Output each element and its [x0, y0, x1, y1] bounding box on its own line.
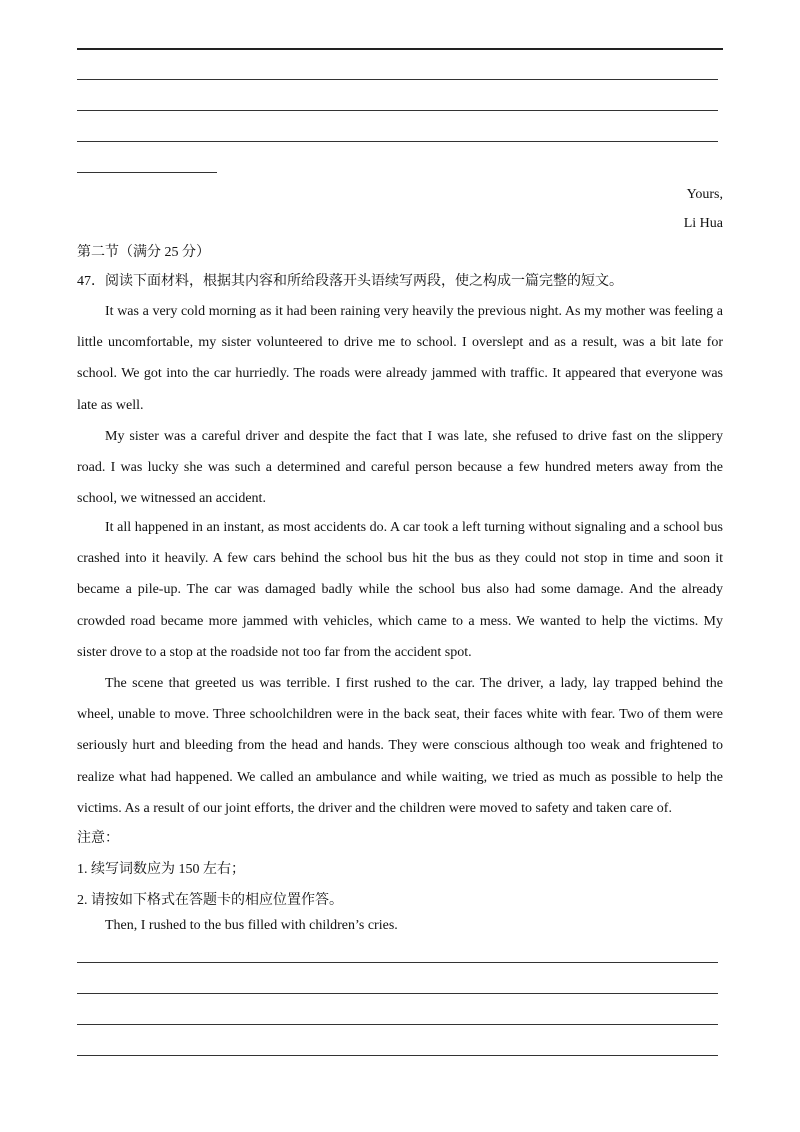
- writing-line: [77, 79, 718, 80]
- passage-paragraph: It all happened in an instant, as most accidents do. A car took a left turning without signaling and a school bus crashed into it heavily. A few cars behind the school bus hit the bus as they could not stop in time and soon it became a pile-up. The car was damaged badly while the school bus also had some damage. And the already crowded road became more jammed with vehicles, which came to a mess. We wanted to help the victims. My sister drove to a stop at the roadside not too far from the accident spot.: [77, 520, 723, 660]
- question-instruction: [77, 273, 623, 291]
- section-title: 第二节（满分 25 分）: [77, 245, 210, 260]
- writing-line: [77, 993, 718, 994]
- passage-paragraph: My sister was a careful driver and despite the fact that I was late, she refused to drive fast on the slippery road. I was lucky she was such a determined and careful person because a few hundred meters away from the school, we witnessed an accident.: [77, 429, 723, 507]
- writing-line-short: [77, 172, 217, 173]
- note-item: 1. 续写词数应为 150 左右；: [77, 862, 245, 877]
- writing-line: [77, 110, 718, 111]
- passage-paragraph: It was a very cold morning as it had been raining very heavily the previous night. As my mother was feeling a little uncomfortable, my sister volunteered to drive me to school. I overslept and as a result, was a bit late for school. We got into the car hurriedly. The roads were already jammed with traffic. It appeared that everyone was late as well.: [77, 304, 723, 413]
- writing-line: [77, 48, 723, 50]
- letter-closing: Yours,: [686, 187, 723, 202]
- writing-line: [77, 1055, 718, 1056]
- passage-paragraph: The scene that greeted us was terrible. I first rushed to the car. The driver, a lady, lay trapped behind the wheel, unable to move. Three schoolchildren were in the back seat, their faces white with fear. Two of them were seriously hurt and bleeding from the head and hands. They were conscious although too weak and frightened to realize what had happened. We called an ambulance and while waiting, we tried as much as possible to help the victims. As a result of our joint efforts, the driver and the children were moved to safety and taken care of.: [77, 676, 723, 816]
- instruction-text: 阅读下面材料，根据其内容和所给段落开头语续写两段，使之构成一篇完整的短文。: [105, 274, 623, 289]
- continuation-opening: Then, I rushed to the bus filled with children’s cries.: [105, 918, 398, 933]
- note-item: 2. 请按如下格式在答题卡的相应位置作答。: [77, 893, 343, 908]
- notes-title: 注意：: [77, 831, 119, 846]
- writing-line: [77, 1024, 718, 1025]
- letter-signature: Li Hua: [683, 216, 723, 231]
- writing-line: [77, 141, 718, 142]
- writing-line: [77, 962, 718, 963]
- question-number: 47．: [77, 274, 105, 289]
